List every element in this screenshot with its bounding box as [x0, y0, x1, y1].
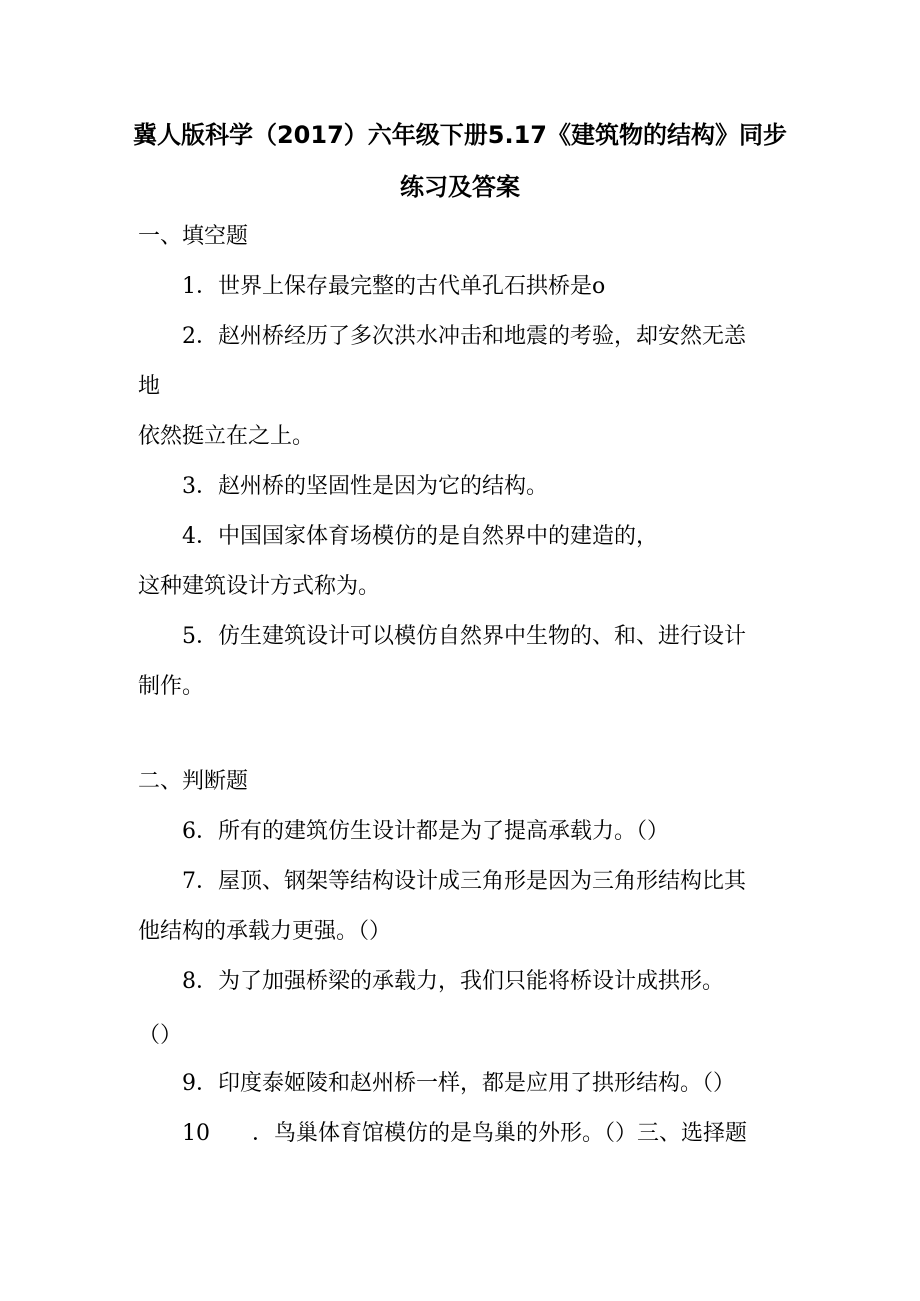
question-3: 3．赵州桥的坚固性是因为它的结构。 — [182, 474, 548, 499]
question-4-line-1: 4．中国国家体育场模仿的是自然界中的建造的， — [182, 524, 658, 549]
document-title-line-1: 冀人版科学（2017）六年级下册5.17《建筑物的结构》同步 — [132, 121, 787, 149]
document-title-line-2: 练习及答案 — [400, 173, 520, 201]
question-2-line-2: 地 — [138, 374, 161, 399]
section-heading-fill-in: 一、填空题 — [138, 224, 249, 249]
question-8-line-1: 8．为了加强桥梁的承载力，我们只能将桥设计成拱形。 — [182, 969, 724, 994]
question-2-line-3: 依然挺立在之上。 — [138, 424, 315, 449]
question-5-line-1: 5．仿生建筑设计可以模仿自然界中生物的、和、进行设计 — [182, 624, 746, 649]
question-4-line-2: 这种建筑设计方式称为。 — [138, 574, 381, 599]
question-10-number: 10 — [182, 1121, 210, 1146]
question-9: 9．印度泰姬陵和赵州桥一样，都是应用了拱形结构。（） — [182, 1071, 735, 1096]
question-10-text: ．鸟巢体育馆模仿的是鸟巢的外形。（）三、选择题 — [252, 1121, 748, 1146]
question-6: 6．所有的建筑仿生设计都是为了提高承载力。（） — [182, 819, 669, 844]
section-heading-true-false: 二、判断题 — [138, 769, 249, 794]
question-2-line-1: 2．赵州桥经历了多次洪水冲击和地震的考验，却安然无恙 — [182, 324, 746, 349]
question-5-line-2: 制作。 — [138, 674, 205, 699]
question-7-line-2: 他结构的承载力更强。（） — [138, 919, 392, 944]
question-1: 1．世界上保存最完整的古代单孔石拱桥是o — [182, 274, 606, 299]
question-8-line-2: （） — [138, 1023, 183, 1048]
question-7-line-1: 7．屋顶、钢架等结构设计成三角形是因为三角形结构比其 — [182, 869, 746, 894]
question-10 — [182, 1119, 747, 1149]
